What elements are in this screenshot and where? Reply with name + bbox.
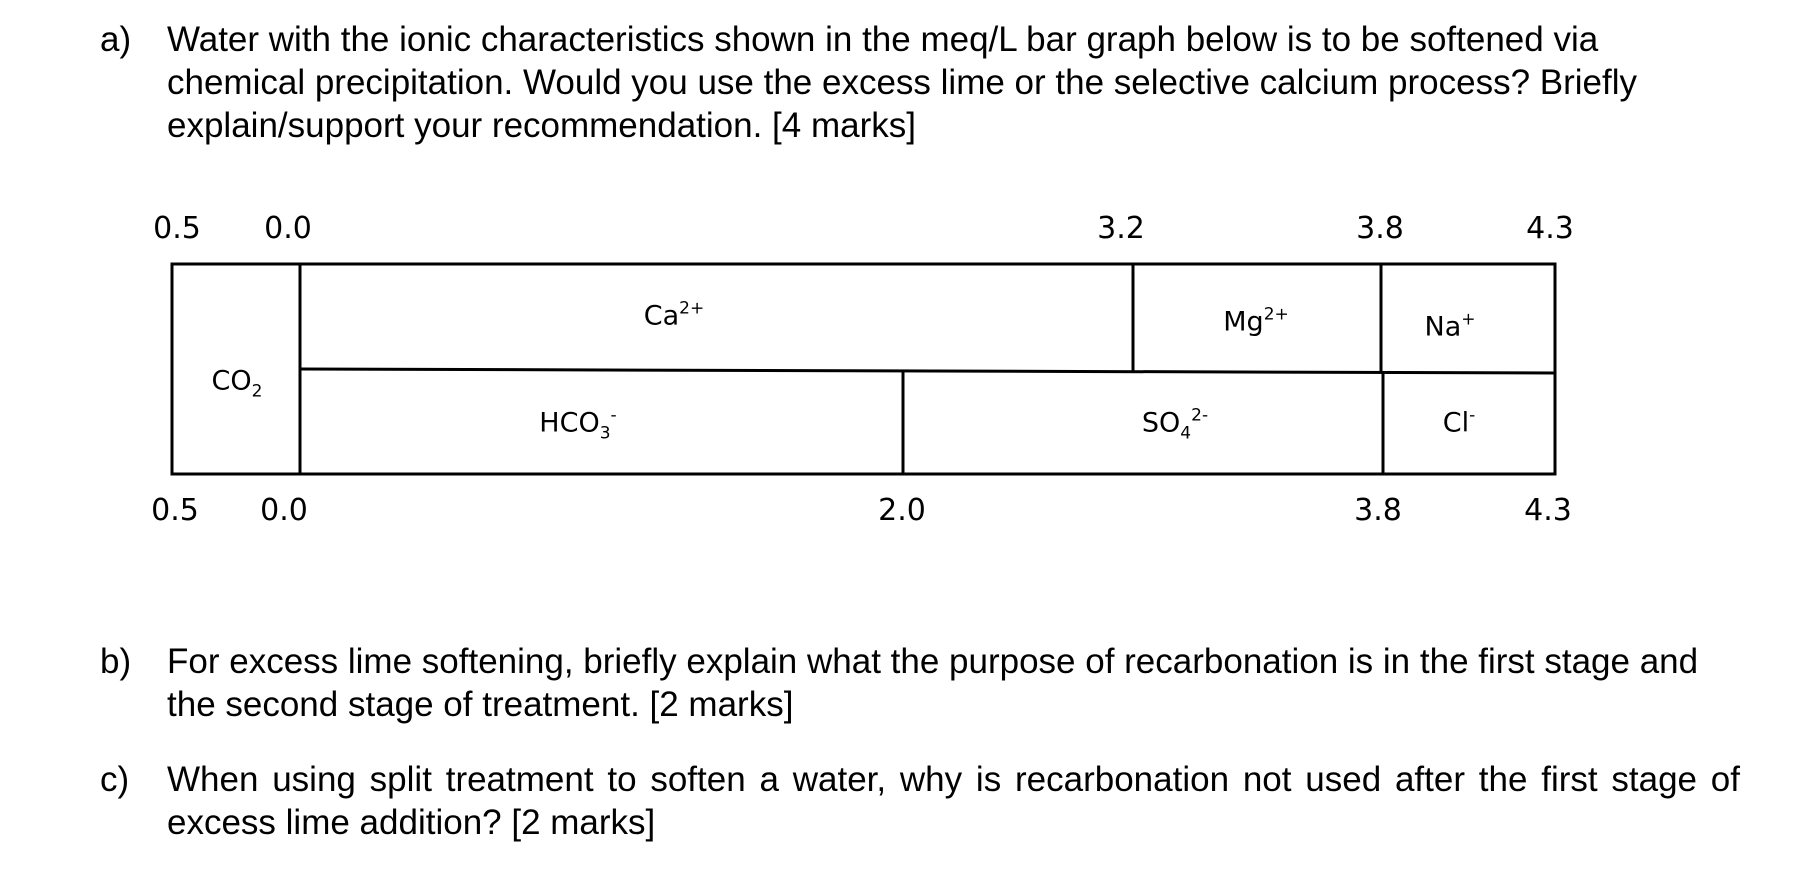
bottom-tick-3: 3.8	[1354, 493, 1402, 528]
hco3-label: $HCO_3^-$	[539, 405, 617, 444]
question-b	[100, 640, 1740, 726]
top-tick-0: 0.5	[153, 211, 201, 246]
question-b-text: For excess lime softening, briefly explain what the purpose of recarbonation is in the first stage and the second stage of treatment. [2 marks]	[167, 642, 1699, 724]
bottom-tick-4: 4.3	[1524, 493, 1572, 528]
question-c-text: When using split treatment to soften a water, why is recarbonation not used after the first stage of excess lime addition? [2 marks]	[167, 760, 1740, 842]
top-tick-4: 4.3	[1526, 211, 1574, 246]
co2-label: $CO_2$	[211, 365, 263, 402]
bottom-tick-0: 0.5	[151, 493, 199, 528]
top-tick-3: 3.8	[1356, 211, 1404, 246]
bottom-tick-2: 2.0	[878, 493, 926, 528]
ca-label: $Ca^{2+}$	[643, 298, 705, 332]
cation-anion-divider	[300, 369, 1555, 373]
question-a-letter: a)	[100, 20, 132, 59]
question-c-letter: c)	[100, 760, 130, 799]
top-tick-2: 3.2	[1097, 211, 1145, 246]
mg-label: $Mg^{2+}$	[1223, 304, 1289, 338]
question-b-letter: b)	[100, 642, 132, 681]
so4-label: $SO_4^{2-}$	[1141, 405, 1209, 444]
na-label: Na+	[1424, 309, 1476, 343]
cl-label: Cl-	[1442, 405, 1476, 439]
question-c	[100, 758, 1740, 844]
top-tick-1: 0.0	[264, 211, 312, 246]
question-a-text: Water with the ionic characteristics shown in the meq/L bar graph below is to be softened via chemical precipitation. Would you use the excess lime or the selective calcium process? Briefly explain/support your recommendation. [4 marks]	[167, 20, 1637, 145]
bottom-tick-1: 0.0	[260, 493, 308, 528]
